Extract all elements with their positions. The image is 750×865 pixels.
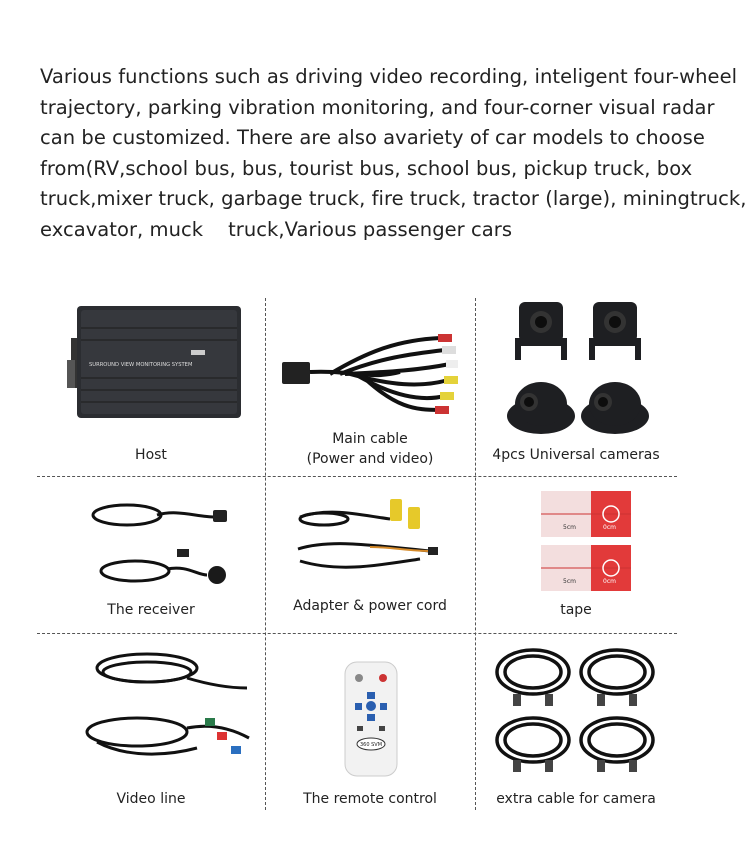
receiver-caption: The receiver xyxy=(107,602,195,618)
tape-caption: tape xyxy=(560,602,592,618)
item-main-cable xyxy=(265,298,475,476)
host-brand-text: SURROUND VIEW MONITORING SYSTEM xyxy=(89,362,193,368)
intro-line: from(RV,school bus, bus, tourist bus, school bus, pickup truck, box xyxy=(40,156,693,180)
host-box-image xyxy=(67,300,247,430)
main-cable-image xyxy=(270,310,470,430)
video-line-image xyxy=(77,648,257,768)
remote-badge: 360 SVM xyxy=(359,742,383,748)
tape-mark-left: 5cm xyxy=(563,578,576,585)
tape-mark-right: 0cm xyxy=(603,524,616,531)
cameras-caption: 4pcs Universal cameras xyxy=(492,447,660,463)
main-cable-caption-line1: Main cable xyxy=(332,431,408,447)
intro-line: Various functions such as driving video recording, inteligent four-wheel xyxy=(40,65,738,88)
item-video-line xyxy=(37,634,265,810)
receiver-image xyxy=(87,495,247,595)
cameras-image xyxy=(491,298,661,438)
item-host xyxy=(37,298,265,476)
item-cameras xyxy=(475,298,677,476)
host-caption: Host xyxy=(135,447,167,463)
remote-caption: The remote control xyxy=(303,791,437,807)
intro-line: trajectory, parking vibration monitoring, and four-corner visual radar xyxy=(40,95,715,119)
remote-image xyxy=(341,660,401,780)
adapter-caption: Adapter & power cord xyxy=(293,598,447,614)
extra-cable-image xyxy=(485,642,665,782)
tape-image xyxy=(535,487,635,595)
extra-cable-caption: extra cable for camera xyxy=(496,791,656,807)
main-cable-caption-line2: (Power and video) xyxy=(306,451,434,467)
intro-line: truck,mixer truck, garbage truck, fire truck, tractor (large), miningtruck, xyxy=(40,187,747,210)
intro-line: can be customized. There are also avariety of car models to choose xyxy=(40,126,705,149)
item-extra-cable xyxy=(475,634,677,810)
video-line-caption: Video line xyxy=(116,791,186,807)
tape-mark-left: 5cm xyxy=(563,524,576,531)
adapter-image xyxy=(290,489,450,589)
item-remote xyxy=(265,634,475,810)
tape-mark-right: 0cm xyxy=(603,578,616,585)
item-receiver xyxy=(37,477,265,633)
item-adapter xyxy=(265,477,475,633)
intro-line: excavator, muck truck,Various passenger cars xyxy=(40,217,513,241)
item-tape xyxy=(475,477,677,633)
